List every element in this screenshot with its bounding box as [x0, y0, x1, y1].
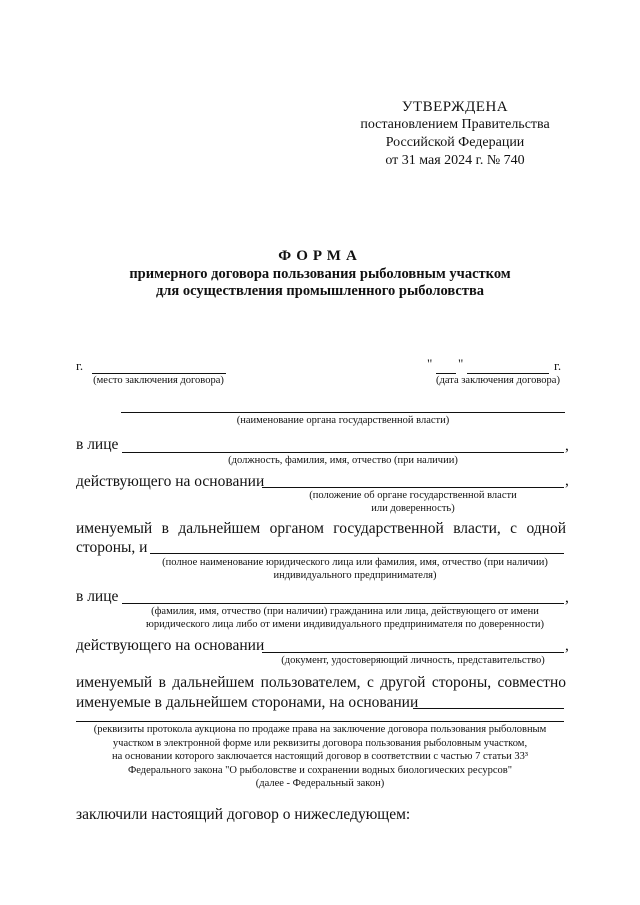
basis-field[interactable]: [262, 487, 564, 488]
approval-block: [330, 98, 580, 170]
representative-caption-line-2: юридического лица либо от имени индивидуального предпринимателя по доверенности): [145, 619, 545, 630]
authority-field[interactable]: [121, 412, 565, 413]
date-caption: (дата заключения договора): [436, 375, 560, 386]
form-title: ФОРМА: [278, 248, 362, 264]
user-caption: [120, 556, 590, 582]
approval-line-3: от 31 мая 2024 г. № 740: [385, 153, 525, 168]
basis-caption-line-1: (положение об органе государственной власти: [309, 490, 517, 501]
date-quote-close: ": [458, 356, 464, 371]
place-caption: (место заключения договора): [93, 375, 224, 386]
identity-doc-caption: (документ, удостоверяющий личность, представительство): [281, 655, 545, 666]
details-field[interactable]: [76, 721, 564, 722]
in-person-label: в лице: [76, 436, 119, 453]
in-person-label-2: в лице: [76, 588, 119, 605]
acting-basis-label-2: действующего на основании: [76, 637, 265, 654]
named-user-line-1: именуемый в дальнейшем пользователем, с другой стороны, совместно: [76, 674, 566, 691]
user-caption-line-1: (полное наименование юридического лица или фамилия, имя, отчество (при наличии): [162, 557, 548, 568]
approval-line-1: постановлением Правительства: [360, 117, 550, 132]
user-caption-line-2: индивидуального предпринимателя): [273, 570, 437, 581]
named-authority-line-2: стороны, и: [76, 539, 148, 556]
acting-basis-label: действующего на основании: [76, 473, 265, 490]
position-field[interactable]: [122, 452, 564, 453]
details-caption-line-2: участком в электронной форме или реквизиты договора пользования рыболовным участком,: [112, 737, 528, 749]
comma-1: ,: [565, 437, 569, 454]
named-authority-line-1: именуемый в дальнейшем органом государственной власти, с одной: [76, 520, 566, 537]
position-caption: (должность, фамилия, имя, отчество (при наличии): [228, 455, 458, 466]
approval-line-2: Российской Федерации: [385, 135, 525, 150]
grounds-field[interactable]: [413, 708, 564, 709]
details-caption-line-5: (далее - Федеральный закон): [255, 778, 385, 789]
details-caption-line-4: Федерального закона "О рыболовстве и сохранении водных биологических ресурсов": [127, 764, 513, 776]
representative-caption-line-1: (фамилия, имя, отчество (при наличии) гражданина или лица, действующего от имени: [151, 606, 539, 617]
date-quote-open: ": [427, 356, 433, 371]
named-user-line-2: именуемые в дальнейшем сторонами, на основании: [76, 694, 419, 711]
basis-caption: [262, 489, 564, 515]
year-suffix: г.: [554, 358, 562, 373]
city-prefix: г.: [76, 358, 84, 373]
identity-doc-field[interactable]: [262, 652, 564, 653]
basis-caption-line-2: или доверенность): [371, 503, 455, 514]
comma-3: ,: [565, 589, 569, 606]
form-subtitle: [60, 266, 580, 300]
approval-head: УТВЕРЖДЕНА: [401, 99, 509, 115]
user-name-field[interactable]: [150, 553, 564, 554]
comma-4: ,: [565, 637, 569, 654]
representative-caption: [110, 605, 580, 631]
form-subtitle-line-1: примерного договора пользования рыболовным участком: [129, 266, 511, 282]
concluded-text: заключили настоящий договор о нижеследующем:: [76, 806, 411, 823]
details-caption: [76, 723, 564, 791]
authority-caption: (наименование органа государственной власти): [236, 415, 450, 426]
details-caption-line-3: на основании которого заключается настоящий договор в соответствии с частью 7 статьи 33³: [111, 751, 529, 762]
comma-2: ,: [565, 472, 569, 489]
form-subtitle-line-2: для осуществления промышленного рыболовства: [155, 283, 485, 299]
details-caption-line-1: (реквизиты протокола аукциона по продаже права на заключение договора пользования рыболовным: [93, 724, 547, 735]
representative-field[interactable]: [122, 603, 564, 604]
